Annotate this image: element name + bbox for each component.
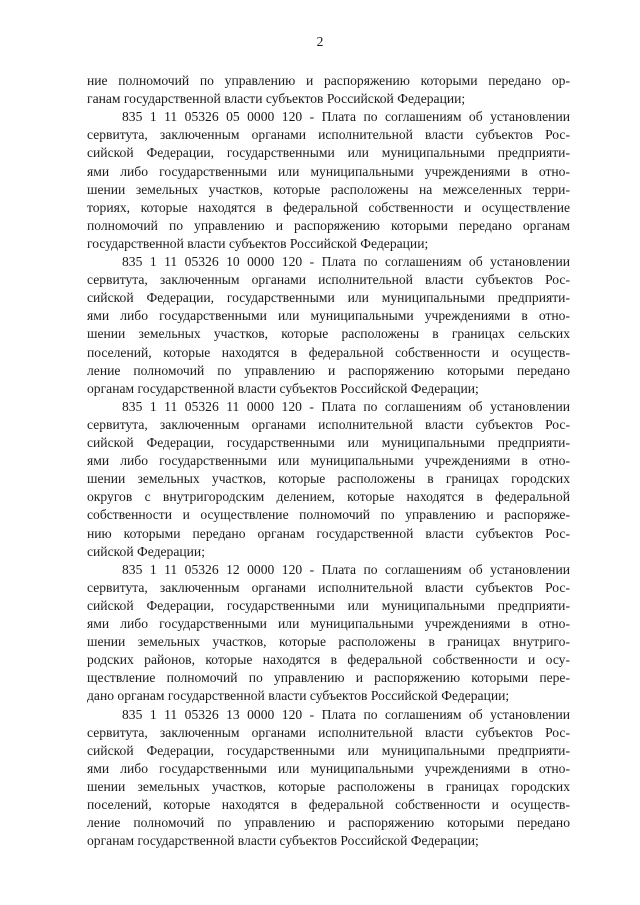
text-line: государственной власти субъектов Российской Федерации; [87,235,429,251]
paragraph-first-line: 835 1 11 05326 13 0000 120 - Плата по соглашениям об установлении [122,706,570,722]
text-line: поселений, которые находятся в федеральной собственности и осуществ- [87,344,570,360]
text-line: шении земельных участков, которые расположены в границах сельских [87,326,570,342]
text-line: округов с внутригородским делением, которые находятся в федеральной [87,489,570,505]
text-line: ториях, которые находятся в федеральной собственности и осуществление [87,199,570,215]
text-line: сийской Федерации; [87,543,205,559]
text-line: сийской Федерации, государственными или муниципальными предприяти- [87,435,570,450]
paragraph-first-line: 835 1 11 05326 11 0000 120 - Плата по соглашениям об установлении [122,398,570,414]
text-line: сийской Федерации, государственными или муниципальными предприяти- [87,597,570,613]
text-line: ями либо государственными или муниципальными учреждениями в отно- [87,453,570,469]
text-line: ление полномочий по управлению и распоряжению которыми передано [87,815,570,831]
text-line: ями либо государственными или муниципальными учреждениями в отно- [87,616,570,631]
text-line: сийской Федерации, государственными или муниципальными предприяти- [87,145,570,161]
text-line: шении земельных участков, которые расположены на межселенных терри- [87,181,570,197]
text-line: шении земельных участков, которые расположены в границах городских [87,778,570,794]
text-line: полномочий по управлению и распоряжению которыми передано органам [87,217,570,233]
text-line: ществление полномочий по управлению и распоряжению которыми пере- [87,670,570,686]
text-line: ние полномочий по управлению и распоряжению которыми передано ор- [87,73,570,88]
text-line: органам государственной власти субъектов Российской Федерации; [87,833,479,849]
text-line: сийской Федерации, государственными или муниципальными предприяти- [87,290,570,306]
text-line: собственности и осуществление полномочий по управлению и распоряже- [87,507,570,523]
text-line: ями либо государственными или муниципальными учреждениями в отно- [87,760,570,776]
text-line: родских районов, которые находятся в федеральной собственности и осу- [87,652,570,668]
text-line: ганам государственной власти субъектов Российской Федерации; [87,91,466,107]
text-line: сийской Федерации, государственными или муниципальными предприяти- [87,742,570,758]
text-line: ление полномочий по управлению и распоряжению которыми передано [87,362,570,378]
page-number: 2 [316,34,324,49]
text-line: органам государственной власти субъектов Российской Федерации; [87,380,479,396]
text-line: сервитута, заключенным органами исполнительной власти субъектов Рос- [87,724,570,740]
paragraph-first-line: 835 1 11 05326 12 0000 120 - Плата по соглашениям об установлении [122,561,570,577]
text-line: сервитута, заключенным органами исполнительной власти субъектов Рос- [87,579,570,595]
text-line: ями либо государственными или муниципальными учреждениями в отно- [87,163,570,179]
text-line: нию которыми передано органам государственной власти субъектов Рос- [87,525,570,541]
text-line: сервитута, заключенным органами исполнительной власти субъектов Рос- [87,127,570,143]
text-line: поселений, которые находятся в федеральной собственности и осуществ- [87,797,570,812]
text-line: шении земельных участков, которые расположены в границах внутриго- [87,634,570,650]
text-line: сервитута, заключенным органами исполнительной власти субъектов Рос- [87,416,570,432]
paragraph-first-line: 835 1 11 05326 05 0000 120 - Плата по соглашениям об установлении [122,109,570,125]
paragraph-first-line: 835 1 11 05326 10 0000 120 - Плата по соглашениям об установлении [122,254,570,269]
text-line: ями либо государственными или муниципальными учреждениями в отно- [87,308,570,324]
text-line: сервитута, заключенным органами исполнительной власти субъектов Рос- [87,272,570,288]
text-line: дано органам государственной власти субъектов Российской Федерации; [87,688,510,704]
text-line: шении земельных участков, которые расположены в границах городских [87,471,570,487]
